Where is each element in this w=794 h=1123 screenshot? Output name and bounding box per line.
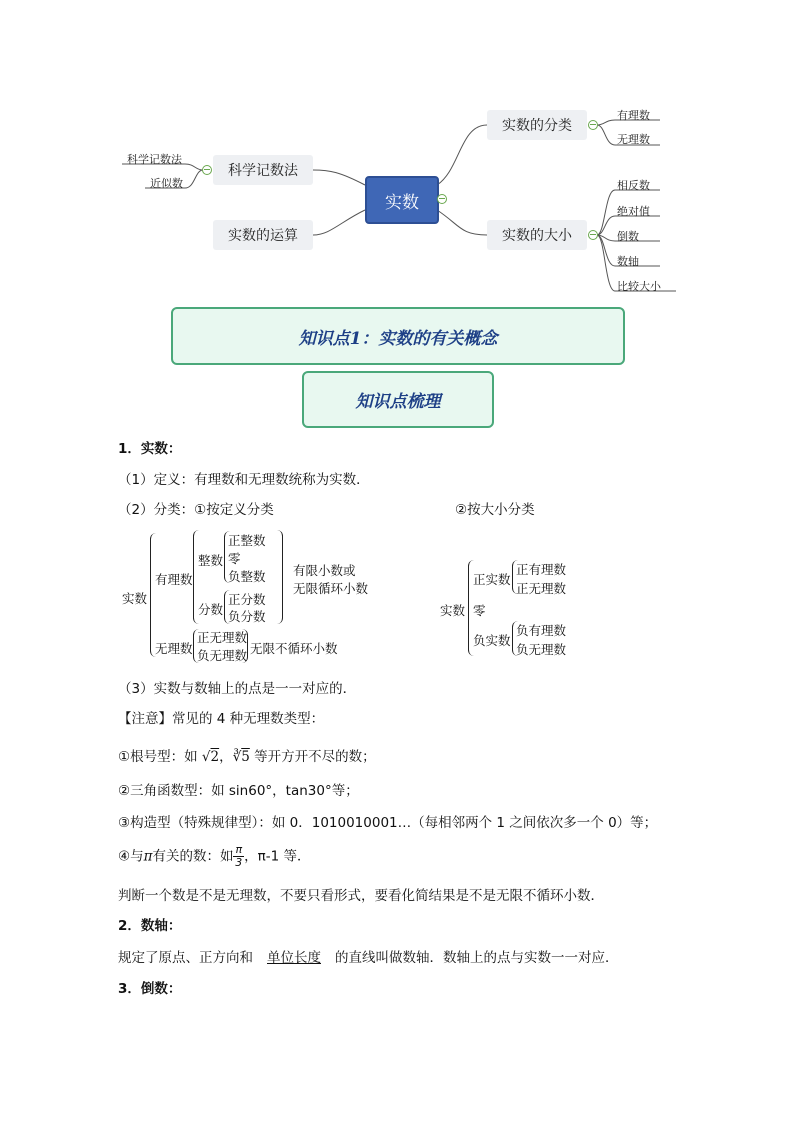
brace <box>242 629 248 663</box>
correspondence-text: （3）实数与数轴上的点是一一对应的． <box>118 681 357 697</box>
pi-over-3-fraction: $\frac{\pi}{3}$ <box>235 843 243 869</box>
leaf-reciprocal: 倒数 <box>617 230 639 243</box>
definition-before: 规定了原点、正方向和 <box>118 950 253 966</box>
tree-negative-rational: 负有理数 <box>516 623 567 638</box>
branch-real-size <box>487 220 587 250</box>
tree-root: 实数 <box>122 591 148 606</box>
by-size-label: ②按大小分类 <box>455 502 535 518</box>
brace <box>276 530 283 624</box>
classification-label: （2）分类：①按定义分类 <box>118 502 274 518</box>
collapse-icon[interactable] <box>588 120 598 130</box>
collapse-icon[interactable] <box>202 165 212 175</box>
type4-prefix: ④与 <box>118 848 144 865</box>
type4-mid: 有关的数：如 <box>152 848 234 865</box>
tree-finite-note: 有限小数或 <box>293 563 356 578</box>
mind-map-connectors <box>0 0 794 300</box>
collapse-icon[interactable] <box>588 230 598 240</box>
tree-finite-note: 无限循环小数 <box>293 581 369 596</box>
branch-scientific-notation <box>213 155 313 185</box>
section-heading: 1．实数： <box>118 441 182 457</box>
review-title <box>302 371 494 428</box>
irrational-type-1 <box>118 745 376 765</box>
branch-label: 实数的分类 <box>502 118 572 134</box>
irrational-type-2: ②三角函数型：如 sin60°，tan30°等； <box>118 783 359 799</box>
review-title-text: 知识点梳理 <box>355 392 441 412</box>
tree-integer: 整数 <box>198 553 224 568</box>
mind-map-center-node <box>365 176 439 224</box>
tree-positive-fraction: 正分数 <box>228 592 266 607</box>
tree-root: 实数 <box>440 603 466 618</box>
tree-rational: 有理数 <box>155 572 193 587</box>
leaf-irrational: 无理数 <box>617 133 650 146</box>
type1-prefix: ①根号型：如 <box>118 749 198 765</box>
leaf-approx: 近似数 <box>150 177 183 190</box>
tree-negative-real: 负实数 <box>473 633 511 648</box>
tree-positive-irrational: 正无理数 <box>516 581 567 596</box>
irrational-type-4 <box>118 844 311 869</box>
note-heading: 【注意】常见的 4 种无理数类型： <box>118 711 325 727</box>
tree-fraction: 分数 <box>198 602 224 617</box>
type1-suffix: 等开方开不尽的数； <box>254 749 376 765</box>
tree-negative-irrational: 负无理数 <box>516 642 567 657</box>
leaf-rational: 有理数 <box>617 109 650 122</box>
leaf-scientific: 科学记数法 <box>127 153 182 166</box>
branch-label: 实数的大小 <box>502 228 572 244</box>
judge-text: 判断一个数是不是无理数，不要只看形式，要看化简结果是不是无限不循环小数． <box>118 888 604 904</box>
branch-operations <box>213 220 313 250</box>
blank-answer: 单位长度 <box>267 950 321 966</box>
knowledge-point-title <box>171 307 625 365</box>
collapse-icon[interactable] <box>437 194 447 204</box>
tree-positive-integer: 正整数 <box>228 533 266 548</box>
branch-label: 实数的运算 <box>228 228 298 244</box>
knowledge-point-title-text: 知识点1：实数的有关概念 <box>298 328 498 349</box>
number-line-definition <box>118 946 619 966</box>
leaf-opposite: 相反数 <box>617 179 650 192</box>
leaf-absolute: 绝对值 <box>617 205 650 218</box>
tree-zero: 零 <box>228 551 241 566</box>
tree-irrational-note: 无限不循环小数 <box>250 641 338 656</box>
tree-positive-irrational: 正无理数 <box>197 630 248 645</box>
pi-symbol: π <box>143 848 153 865</box>
center-node-label: 实数 <box>385 192 419 213</box>
irrational-type-3: ③构造型（特殊规律型）：如 0．1010010001…（每相邻两个 1 之间依次多一个 0）等； <box>118 815 658 831</box>
tree-positive-real: 正实数 <box>473 572 511 587</box>
type4-suffix: ，π-1 等． <box>244 848 311 865</box>
branch-label: 科学记数法 <box>228 163 298 179</box>
tree-positive-rational: 正有理数 <box>516 562 567 577</box>
leaf-compare: 比较大小 <box>617 280 661 293</box>
tree-zero: 零 <box>473 603 486 618</box>
tree-negative-irrational: 负无理数 <box>197 648 248 663</box>
leaf-number-line: 数轴 <box>617 255 639 268</box>
tree-irrational: 无理数 <box>155 641 193 656</box>
definition-text: （1）定义：有理数和无理数统称为实数． <box>118 472 370 488</box>
branch-real-classification <box>487 110 587 140</box>
section-heading: 3．倒数： <box>118 981 182 997</box>
definition-after: 的直线叫做数轴．数轴上的点与实数一一对应． <box>335 950 619 966</box>
tree-negative-integer: 负整数 <box>228 569 266 584</box>
sqrt2-expression: √2，∛5 <box>201 749 250 765</box>
tree-negative-fraction: 负分数 <box>228 609 266 624</box>
section-heading: 2．数轴： <box>118 918 182 934</box>
